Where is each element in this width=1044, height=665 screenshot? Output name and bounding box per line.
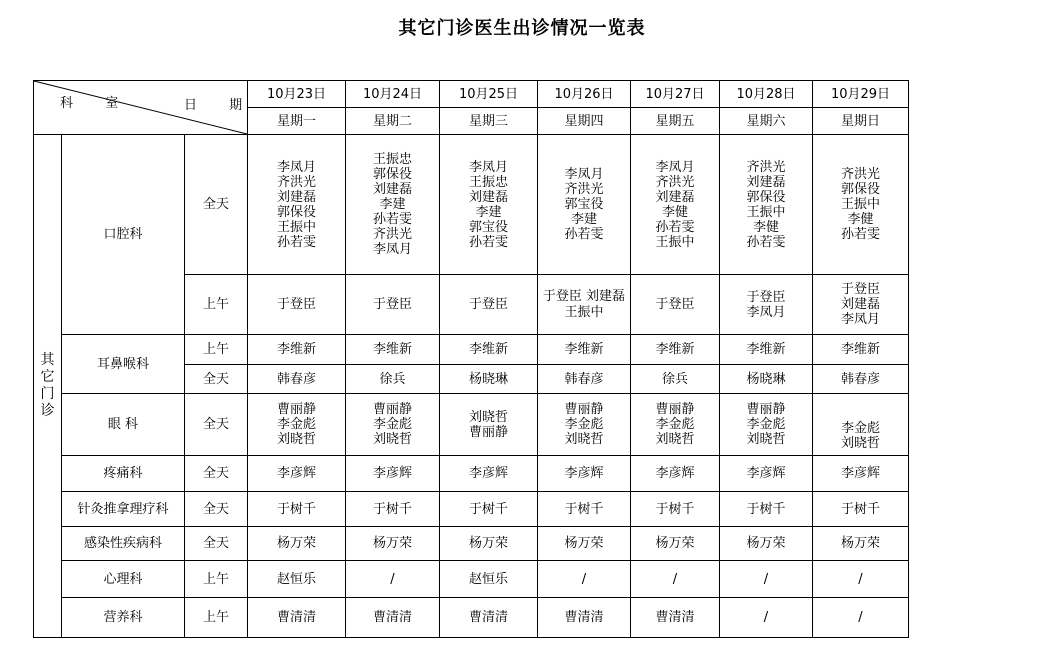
dept-cell: 营养科 [62,598,185,638]
doctor-cell: 李凤月 齐洪光 郭宝役 李建 孙若雯 [538,135,631,275]
doctor-cell: 杨晓琳 [720,365,813,394]
table-row [34,598,909,638]
doctor-cell: 曹清清 [631,598,720,638]
doctor-cell: 于登臣 李凤月 [720,275,813,335]
table-row [34,335,909,365]
doctor-cell: 杨万荣 [720,527,813,561]
doctor-cell: 曹丽静 李金彪 刘晓哲 [538,394,631,456]
doctor-cell: 曹清清 [538,598,631,638]
table-row [34,456,909,492]
date-cell: 10月23日 [248,81,346,108]
page-title: 其它门诊医生出诊情况一览表 [398,18,646,39]
doctor-cell: 王振忠 郭保役 刘建磊 李建 孙若雯 齐洪光 李凤月 [346,135,440,275]
doctor-cell: 李凤月 王振忠 刘建磊 李建 郭宝役 孙若雯 [440,135,538,275]
doctor-cell: 李维新 [631,335,720,365]
time-cell: 全天 [185,456,248,492]
doctor-cell: 李维新 [813,335,909,365]
doctor-cell: 于树千 [720,492,813,527]
table-row [34,135,909,275]
doctor-cell: 杨万荣 [346,527,440,561]
time-cell: 全天 [185,135,248,275]
doctor-cell: 曹清清 [440,598,538,638]
doctor-cell: 于登臣 [631,275,720,335]
doctor-cell: 李彦辉 [248,456,346,492]
dept-cell: 针灸推拿理疗科 [62,492,185,527]
doctor-cell: 李凤月 齐洪光 刘建磊 郭保役 王振中 孙若雯 [248,135,346,275]
weekday-cell: 星期五 [631,108,720,135]
doctor-cell: 赵恒乐 [440,561,538,598]
doctor-cell: 于树千 [248,492,346,527]
weekday-cell: 星期一 [248,108,346,135]
doctor-cell: / [813,598,909,638]
dept-cell: 疼痛科 [62,456,185,492]
doctor-cell: / [813,561,909,598]
doctor-cell: 李彦辉 [440,456,538,492]
doctor-cell: 齐洪光 郭保役 王振中 李健 孙若雯 [813,135,909,275]
doctor-cell: 李彦辉 [720,456,813,492]
group-label-cell [34,135,62,638]
doctor-cell: / [720,561,813,598]
doctor-cell: / [538,561,631,598]
date-cell: 10月25日 [440,81,538,108]
doctor-cell: 于登臣 [248,275,346,335]
doctor-cell: 韩春彦 [813,365,909,394]
doctor-cell: 于树千 [813,492,909,527]
doctor-cell: 李彦辉 [538,456,631,492]
time-cell: 全天 [185,365,248,394]
header-corner [34,81,257,135]
table-row [34,492,909,527]
group-label: 其它门诊 [40,352,55,419]
doctor-cell: 李维新 [538,335,631,365]
doctor-cell: / [631,561,720,598]
time-cell: 全天 [185,394,248,456]
dept-cell: 眼 科 [62,394,185,456]
weekday-cell: 星期日 [813,108,909,135]
doctor-cell: 杨万荣 [538,527,631,561]
doctor-cell: 杨万荣 [440,527,538,561]
doctor-cell: 赵恒乐 [248,561,346,598]
dept-cell: 口腔科 [62,135,185,335]
doctor-cell: / [346,561,440,598]
time-cell: 全天 [185,527,248,561]
doctor-cell: 于树千 [631,492,720,527]
time-cell: 上午 [185,335,248,365]
weekday-cell: 星期六 [720,108,813,135]
weekday-cell: 星期二 [346,108,440,135]
doctor-cell: 于登臣 刘建磊 王振中 [538,275,631,335]
doctor-cell: 于树千 [538,492,631,527]
doctor-cell: 徐兵 [346,365,440,394]
doctor-cell: 曹丽静 李金彪 刘晓哲 [346,394,440,456]
time-cell: 上午 [185,561,248,598]
doctor-cell: 曹清清 [248,598,346,638]
doctor-cell: 李维新 [346,335,440,365]
doctor-cell: 李彦辉 [346,456,440,492]
doctor-cell: 杨晓琳 [440,365,538,394]
doctor-cell: 李维新 [248,335,346,365]
weekday-cell: 星期三 [440,108,538,135]
doctor-cell: 于登臣 [346,275,440,335]
dept-cell: 耳鼻喉科 [62,335,185,394]
doctor-cell: 李彦辉 [631,456,720,492]
doctor-cell: 韩春彦 [248,365,346,394]
dept-cell: 心理科 [62,561,185,598]
doctor-cell: 韩春彦 [538,365,631,394]
doctor-cell: 李金彪 刘晓哲 [813,394,909,456]
date-header-row [34,81,909,108]
date-cell: 10月27日 [631,81,720,108]
table-row [34,561,909,598]
doctor-cell: 李彦辉 [813,456,909,492]
doctor-cell: 杨万荣 [631,527,720,561]
doctor-cell: 李维新 [440,335,538,365]
doctor-cell: 刘晓哲 曹丽静 [440,394,538,456]
doctor-cell: 曹丽静 李金彪 刘晓哲 [248,394,346,456]
doctor-cell: 于树千 [440,492,538,527]
doctor-cell: 李维新 [720,335,813,365]
doctor-cell: 曹丽静 李金彪 刘晓哲 [631,394,720,456]
doctor-cell: 于树千 [346,492,440,527]
doctor-cell: 于登臣 [440,275,538,335]
table-row [34,527,909,561]
table-row [34,394,909,456]
dept-cell: 感染性疾病科 [62,527,185,561]
date-header-label: 日 期 [184,98,257,113]
doctor-cell: 曹丽静 李金彪 刘晓哲 [720,394,813,456]
date-cell: 10月28日 [720,81,813,108]
date-cell: 10月24日 [346,81,440,108]
doctor-cell: 曹清清 [346,598,440,638]
doctor-cell: 李凤月 齐洪光 刘建磊 李健 孙若雯 王振中 [631,135,720,275]
doctor-cell: / [720,598,813,638]
time-cell: 全天 [185,492,248,527]
weekday-cell: 星期四 [538,108,631,135]
date-cell: 10月29日 [813,81,909,108]
date-cell: 10月26日 [538,81,631,108]
doctor-cell: 徐兵 [631,365,720,394]
dept-header-label: 科 室 [60,96,133,111]
doctor-cell: 齐洪光 刘建磊 郭保役 王振中 李健 孙若雯 [720,135,813,275]
schedule-table [33,80,909,638]
doctor-cell: 杨万荣 [248,527,346,561]
time-cell: 上午 [185,275,248,335]
doctor-cell: 杨万荣 [813,527,909,561]
doctor-cell: 于登臣 刘建磊 李凤月 [813,275,909,335]
time-cell: 上午 [185,598,248,638]
